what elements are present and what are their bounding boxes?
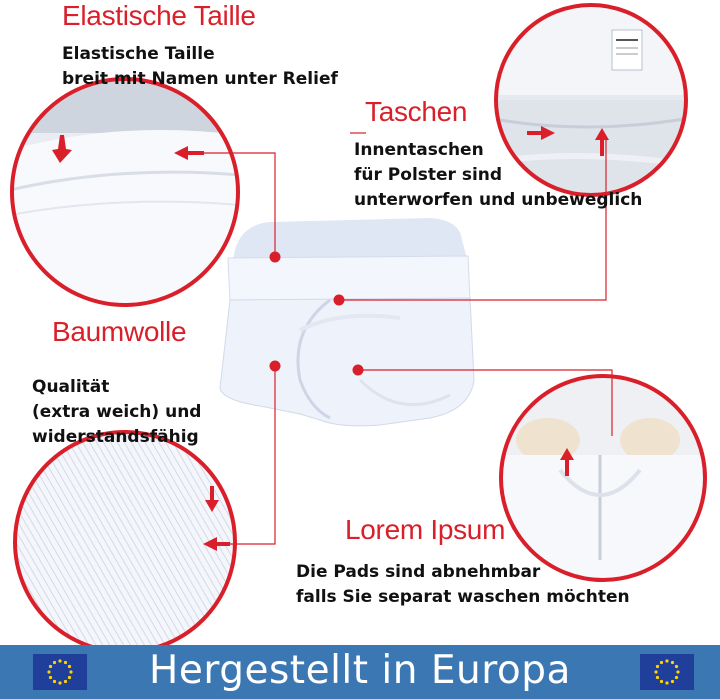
waist-heading: Elastische Taille (62, 0, 256, 31)
cotton-heading: Baumwolle (52, 316, 187, 347)
footer-banner (0, 645, 720, 699)
briefs-product-image (220, 218, 474, 426)
pads-line-2: falls Sie separat waschen möchten (296, 587, 630, 607)
footer-title: Hergestellt in Europa (149, 648, 571, 693)
pockets-line-3: unterworfen und unbeweglich (354, 190, 643, 210)
waist-line-2: breit mit Namen unter Relief (62, 69, 338, 89)
pockets-heading: Taschen (365, 96, 468, 127)
cotton-line-3: widerstandsfähig (32, 427, 199, 447)
pads-description (296, 560, 630, 610)
cotton-description (32, 375, 201, 450)
waist-description (62, 42, 338, 92)
pads-line-1: Die Pads sind abnehmbar (296, 562, 541, 582)
cotton-line-1: Qualität (32, 377, 110, 397)
pockets-description (354, 138, 642, 213)
waist-line-1: Elastische Taille (62, 44, 215, 64)
pockets-line-2: für Polster sind (354, 165, 503, 185)
pads-zoom-image (500, 375, 710, 585)
pads-heading: Lorem Ipsum (345, 514, 506, 545)
eu-flag-icon (640, 654, 694, 690)
cotton-line-2: (extra weich) und (32, 402, 202, 422)
waistband-zoom-image (10, 78, 240, 308)
pockets-line-1: Innentaschen (354, 140, 484, 160)
